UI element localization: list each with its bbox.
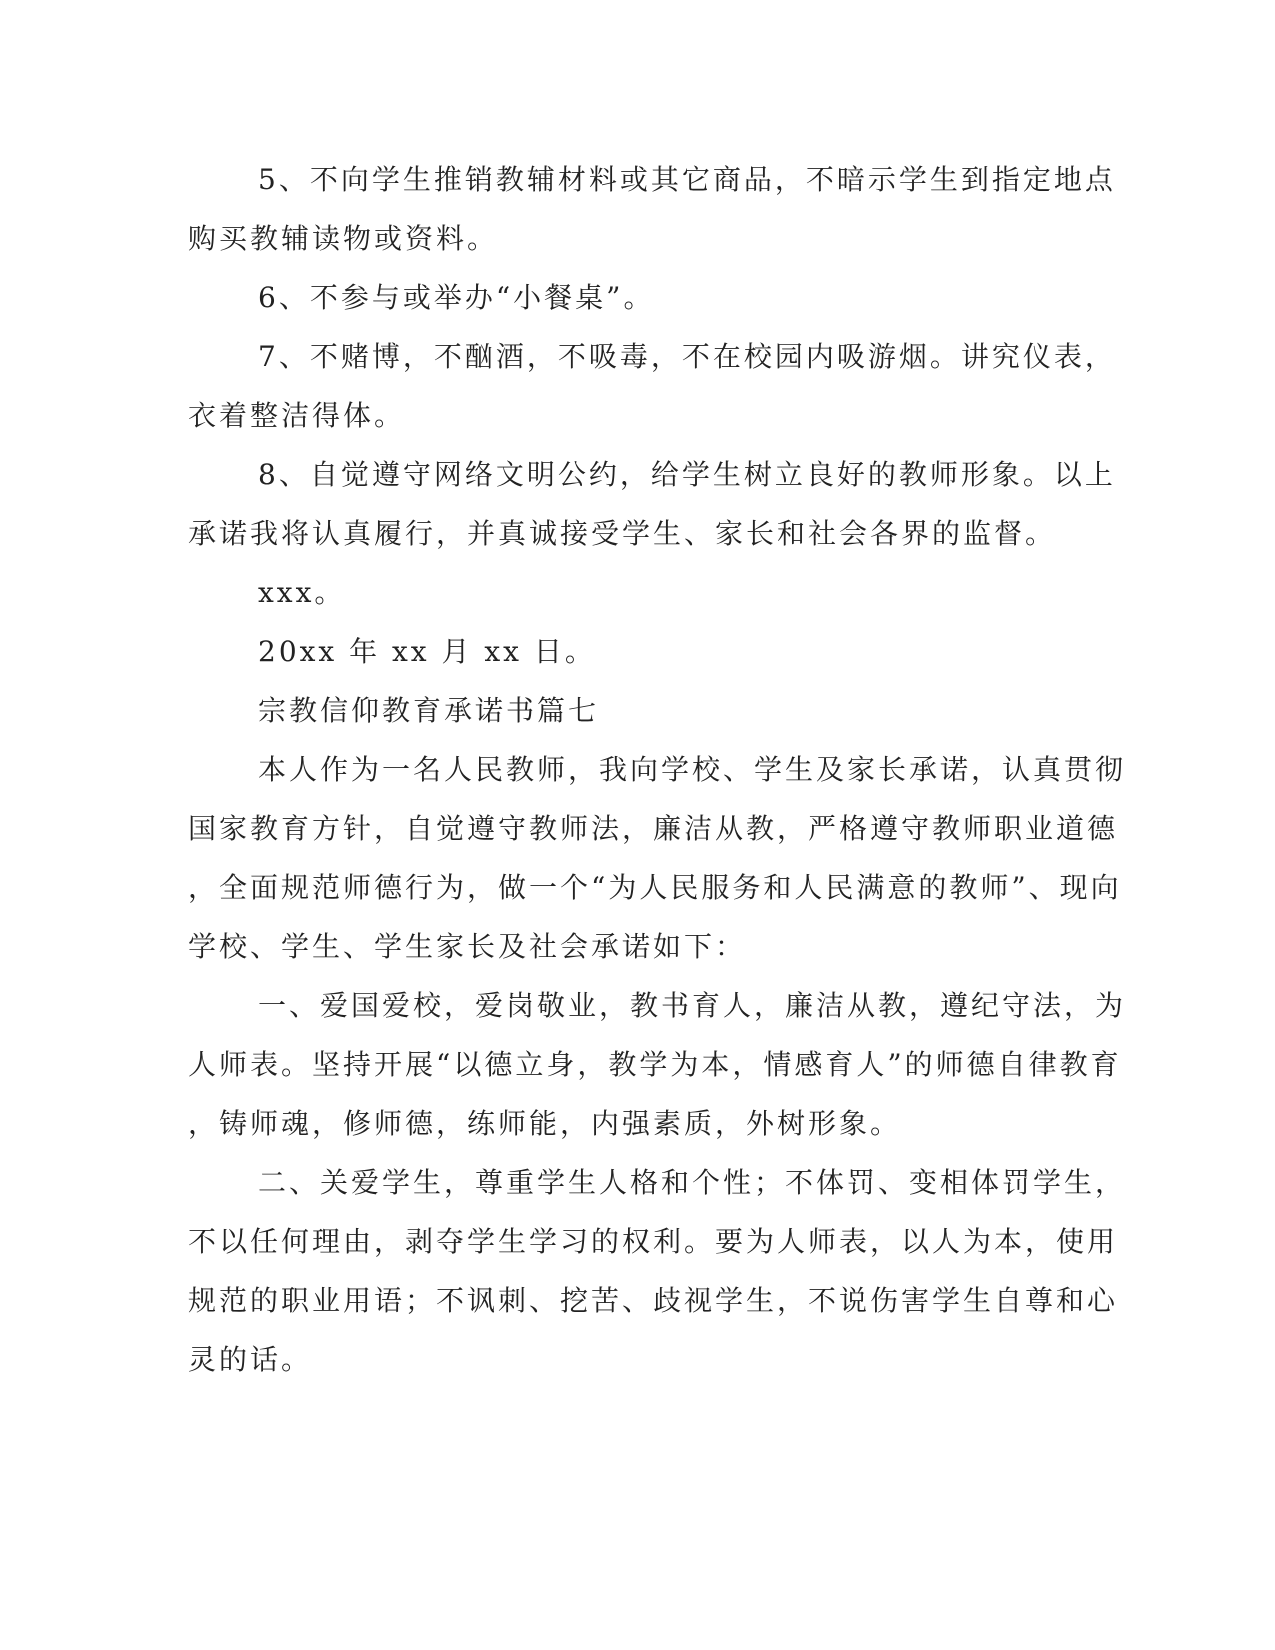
intro-line-4: 学校、学生、学生家长及社会承诺如下：	[188, 930, 747, 963]
paragraph-7-line-2: 衣着整洁得体。	[188, 399, 406, 432]
intro-line-1: 本人作为一名人民教师，我向学校、学生及家长承诺，认真贯彻	[258, 753, 1127, 786]
paragraph-6-line-1: 6、不参与或举办“小餐桌”。	[258, 281, 655, 314]
item-two-line-2: 不以任何理由，剥夺学生学习的权利。要为人师表，以人为本，使用	[188, 1225, 1119, 1258]
intro-line-2: 国家教育方针，自觉遵守教师法，廉洁从教，严格遵守教师职业道德	[188, 812, 1119, 845]
paragraph-5-line-2: 购买教辅读物或资料。	[188, 222, 499, 255]
signature-name: xxx。	[258, 576, 346, 609]
section-heading: 宗教信仰教育承诺书篇七	[258, 694, 600, 727]
item-one-line-2: 人师表。坚持开展“以德立身，教学为本，情感育人”的师德自律教育	[188, 1048, 1122, 1081]
signature-date: 20xx 年 xx 月 xx 日。	[258, 635, 596, 668]
paragraph-8-line-1: 8、自觉遵守网络文明公约，给学生树立良好的教师形象。以上	[258, 458, 1116, 491]
item-two-line-3: 规范的职业用语；不讽刺、挖苦、歧视学生，不说伤害学生自尊和心	[188, 1284, 1119, 1317]
paragraph-8-line-2: 承诺我将认真履行，并真诚接受学生、家长和社会各界的监督。	[188, 517, 1057, 550]
item-two-line-1: 二、关爱学生，尊重学生人格和个性；不体罚、变相体罚学生，	[258, 1166, 1127, 1199]
item-one-line-1: 一、爱国爱校，爱岗敬业，教书育人，廉洁从教，遵纪守法，为	[258, 989, 1127, 1022]
paragraph-5-line-1: 5、不向学生推销教辅材料或其它商品，不暗示学生到指定地点	[258, 163, 1116, 196]
intro-line-3: ，全面规范师德行为，做一个“为人民服务和人民满意的教师”、现向	[188, 871, 1122, 904]
item-one-line-3: ，铸师魂，修师德，练师能，内强素质，外树形象。	[188, 1107, 902, 1140]
paragraph-7-line-1: 7、不赌博，不酗酒，不吸毒，不在校园内吸游烟。讲究仪表，	[258, 340, 1116, 373]
item-two-line-4: 灵的话。	[188, 1343, 313, 1376]
